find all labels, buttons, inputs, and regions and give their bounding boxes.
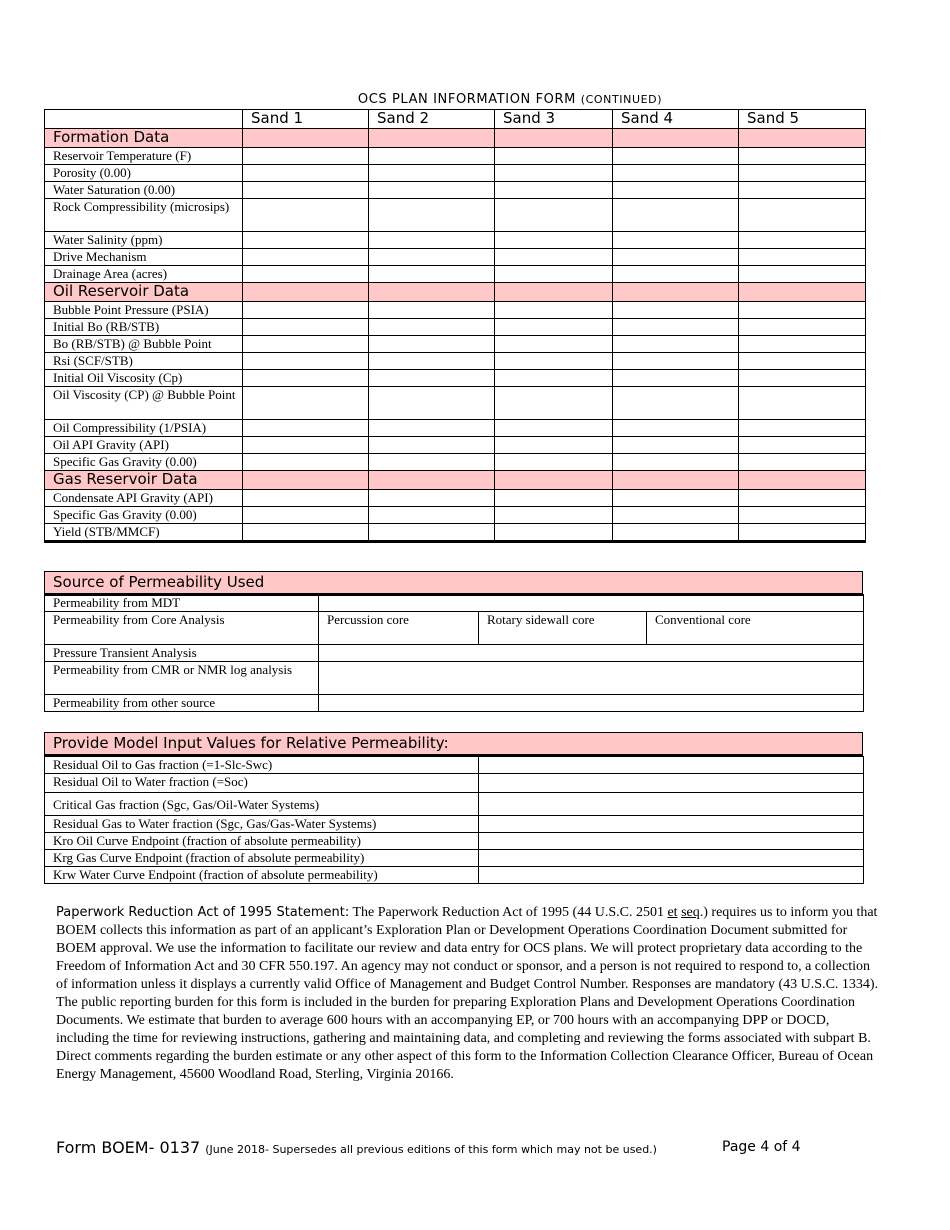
input-cell[interactable] [613,319,739,336]
input-cell[interactable] [369,199,495,232]
input-cell[interactable] [369,387,495,420]
row-label: Drainage Area (acres) [45,266,243,283]
input-cell[interactable] [243,507,369,524]
row-label: Krg Gas Curve Endpoint (fraction of absolute permeability) [45,850,479,867]
form-edition-note: (June 2018- Supersedes all previous editions of this form which may not be used.) [205,1143,657,1156]
input-cell[interactable] [495,249,613,266]
row-label: Porosity (0.00) [45,165,243,182]
paperwork-et: et [667,905,678,920]
input-cell[interactable] [613,232,739,249]
row-label: Permeability from other source [45,695,319,712]
permeability-table [44,594,864,712]
row-label: Specific Gas Gravity (0.00) [45,507,243,524]
form-number: Form BOEM- 0137 [56,1138,201,1157]
col-header-sand-2: Sand 2 [369,110,495,129]
table-row [45,695,864,712]
input-cell[interactable] [495,490,613,507]
section-row-oil [45,283,866,302]
table-row [45,507,866,524]
input-cell[interactable] [243,437,369,454]
input-cell[interactable] [495,336,613,353]
table-row [45,757,864,774]
input-cell[interactable] [243,370,369,387]
input-cell[interactable] [739,232,866,249]
input-cell[interactable] [479,774,864,793]
table-row [45,850,864,867]
input-cell[interactable] [613,524,739,542]
input-cell[interactable] [319,645,864,662]
input-cell[interactable] [495,454,613,471]
input-cell[interactable] [739,182,866,199]
input-cell[interactable] [319,595,864,612]
table-row [45,182,866,199]
input-cell[interactable] [243,454,369,471]
option-rotary-sidewall-core[interactable]: Rotary sidewall core [479,612,647,645]
row-label: Oil API Gravity (API) [45,437,243,454]
row-label: Residual Oil to Water fraction (=Soc) [45,774,479,793]
table-row [45,165,866,182]
input-cell[interactable] [613,370,739,387]
input-cell[interactable] [369,266,495,283]
input-cell[interactable] [369,232,495,249]
row-label: Oil Compressibility (1/PSIA) [45,420,243,437]
row-label: Drive Mechanism [45,249,243,266]
row-label: Condensate API Gravity (API) [45,490,243,507]
input-cell[interactable] [739,524,866,542]
table-row [45,793,864,816]
table-row [45,336,866,353]
input-cell[interactable] [495,420,613,437]
input-cell[interactable] [243,353,369,370]
table-row [45,454,866,471]
input-cell[interactable] [495,165,613,182]
table-row [45,774,864,793]
page-number: Page 4 of 4 [722,1139,801,1155]
input-cell[interactable] [739,336,866,353]
input-cell[interactable] [739,420,866,437]
table-row [45,420,866,437]
input-cell[interactable] [613,165,739,182]
row-label: Yield (STB/MMCF) [45,524,243,542]
section-label-gas: Gas Reservoir Data [45,471,243,490]
relperm-section-title: Provide Model Input Values for Relative Permeability: [45,733,862,756]
col-header-sand-3: Sand 3 [495,110,613,129]
sand-data-table [44,109,866,543]
option-conventional-core[interactable]: Conventional core [647,612,864,645]
sand-header-row [45,110,866,129]
form-title [0,92,950,107]
input-cell[interactable] [243,148,369,165]
row-label: Kro Oil Curve Endpoint (fraction of absolute permeability) [45,833,479,850]
option-percussion-core[interactable]: Percussion core [319,612,479,645]
col-header-sand-4: Sand 4 [613,110,739,129]
input-cell[interactable] [495,370,613,387]
col-header-sand-1: Sand 1 [243,110,369,129]
permeability-section [44,571,863,596]
input-cell[interactable] [739,507,866,524]
row-label: Rock Compressibility (microsips) [45,199,243,232]
input-cell[interactable] [613,266,739,283]
input-cell[interactable] [739,302,866,319]
table-row [45,595,864,612]
input-cell[interactable] [369,165,495,182]
row-label: Critical Gas fraction (Sgc, Gas/Oil-Water Systems) [45,793,479,816]
table-row [45,148,866,165]
input-cell[interactable] [479,816,864,833]
relperm-section [44,732,863,757]
input-cell[interactable] [613,507,739,524]
form-title-continued: (CONTINUED) [580,93,663,106]
row-label: Residual Oil to Gas fraction (=1-Slc-Swc) [45,757,479,774]
input-cell[interactable] [369,507,495,524]
input-cell[interactable] [243,336,369,353]
table-row [45,199,866,232]
input-cell[interactable] [243,182,369,199]
input-cell[interactable] [495,387,613,420]
input-cell[interactable] [739,370,866,387]
input-cell[interactable] [243,319,369,336]
input-cell[interactable] [739,319,866,336]
row-label: Bubble Point Pressure (PSIA) [45,302,243,319]
input-cell[interactable] [613,490,739,507]
input-cell[interactable] [739,249,866,266]
input-cell[interactable] [613,302,739,319]
row-label: Permeability from Core Analysis [45,612,319,645]
row-label: Water Salinity (ppm) [45,232,243,249]
input-cell[interactable] [479,757,864,774]
input-cell[interactable] [369,437,495,454]
input-cell[interactable] [613,336,739,353]
input-cell[interactable] [739,165,866,182]
input-cell[interactable] [369,148,495,165]
input-cell[interactable] [369,370,495,387]
table-row [45,266,866,283]
row-label: Permeability from CMR or NMR log analysis [45,662,319,695]
input-cell[interactable] [243,490,369,507]
row-label: Specific Gas Gravity (0.00) [45,454,243,471]
table-row [45,833,864,850]
input-cell[interactable] [613,454,739,471]
paperwork-text-b: .) requires us to inform you that BOEM collects this information as part of an applicant’s Exploration Plan or Development Operations Coordination Document submitted for BOEM approval. We use the information to facilitate our review and data entry for OCS plans. We will protect proprietary data according to the Freedom of Information Act and 30 CFR 550.197. An agency may not conduct or sponsor, and a person is not required to respond to, a collection of information unless it displays a currently valid Office of Management and Budget Control Number. Responses are mandatory (43 U.S.C. 1334). The public reporting burden for this form is included in the burden for preparing Exploration Plans and Development Operations Coordination Documents. We estimate that burden to average 600 hours with an accompanying EP, or 700 hours with an accompanying DPP or DOCD, including the time for reviewing instructions, gathering and maintaining data, and completing and reviewing the forms associated with subpart B. Direct comments regarding the burden estimate or any other aspect of this form to the Information Collection Clearance Officer, Bureau of Ocean Energy Management, 45600 Woodland Road, Sterling, Virginia 20166. [56,905,879,1082]
paperwork-statement [56,904,882,1084]
input-cell[interactable] [243,420,369,437]
input-cell[interactable] [369,336,495,353]
row-label: Water Saturation (0.00) [45,182,243,199]
section-row-gas [45,471,866,490]
section-label-formation: Formation Data [45,129,243,148]
table-row [45,816,864,833]
input-cell[interactable] [369,319,495,336]
table-row [45,490,866,507]
input-cell[interactable] [495,507,613,524]
input-cell[interactable] [613,148,739,165]
input-cell[interactable] [369,420,495,437]
table-row [45,370,866,387]
input-cell[interactable] [243,232,369,249]
input-cell[interactable] [613,420,739,437]
row-label: Bo (RB/STB) @ Bubble Point [45,336,243,353]
input-cell[interactable] [319,695,864,712]
table-row [45,645,864,662]
table-row [45,302,866,319]
col-header-sand-5: Sand 5 [739,110,866,129]
table-row [45,387,866,420]
input-cell[interactable] [739,353,866,370]
input-cell[interactable] [495,524,613,542]
input-cell[interactable] [369,524,495,542]
input-cell[interactable] [479,867,864,884]
input-cell[interactable] [495,232,613,249]
input-cell[interactable] [243,199,369,232]
input-cell[interactable] [369,353,495,370]
permeability-section-title: Source of Permeability Used [45,572,862,595]
input-cell[interactable] [369,249,495,266]
input-cell[interactable] [495,199,613,232]
input-cell[interactable] [479,833,864,850]
input-cell[interactable] [243,249,369,266]
input-cell[interactable] [495,353,613,370]
table-row [45,867,864,884]
input-cell[interactable] [739,490,866,507]
row-label: Reservoir Temperature (F) [45,148,243,165]
section-label-oil: Oil Reservoir Data [45,283,243,302]
form-title-main: OCS PLAN INFORMATION FORM [357,92,576,107]
input-cell[interactable] [613,353,739,370]
table-row [45,232,866,249]
input-cell[interactable] [243,165,369,182]
corner-cell [45,110,243,129]
input-cell[interactable] [369,182,495,199]
relperm-table [44,756,864,884]
input-cell[interactable] [479,793,864,816]
input-cell[interactable] [479,850,864,867]
paperwork-text-a: The Paperwork Reduction Act of 1995 (44 U.S.C. 2501 [349,905,668,920]
table-row [45,437,866,454]
input-cell[interactable] [739,199,866,232]
row-label: Oil Viscosity (CP) @ Bubble Point [45,387,243,420]
paperwork-seq: seq [681,905,700,920]
table-row [45,319,866,336]
input-cell[interactable] [613,249,739,266]
input-cell[interactable] [495,182,613,199]
form-footer [56,1138,657,1157]
input-cell[interactable] [243,266,369,283]
input-cell[interactable] [739,387,866,420]
input-cell[interactable] [739,266,866,283]
input-cell[interactable] [369,302,495,319]
input-cell[interactable] [369,490,495,507]
input-cell[interactable] [495,437,613,454]
row-label: Krw Water Curve Endpoint (fraction of absolute permeability) [45,867,479,884]
input-cell[interactable] [495,148,613,165]
row-label: Pressure Transient Analysis [45,645,319,662]
table-row [45,662,864,695]
input-cell[interactable] [369,454,495,471]
row-label: Residual Gas to Water fraction (Sgc, Gas/Gas-Water Systems) [45,816,479,833]
input-cell[interactable] [243,302,369,319]
input-cell[interactable] [495,266,613,283]
section-row-formation [45,129,866,148]
input-cell[interactable] [613,182,739,199]
input-cell[interactable] [243,524,369,542]
input-cell[interactable] [613,387,739,420]
row-label: Initial Oil Viscosity (Cp) [45,370,243,387]
input-cell[interactable] [739,454,866,471]
input-cell[interactable] [739,437,866,454]
table-row [45,524,866,542]
table-row [45,249,866,266]
paperwork-lead: Paperwork Reduction Act of 1995 Statement: [56,905,350,920]
row-label: Initial Bo (RB/STB) [45,319,243,336]
input-cell[interactable] [319,662,864,695]
input-cell[interactable] [739,148,866,165]
input-cell[interactable] [243,387,369,420]
table-row [45,353,866,370]
row-label: Rsi (SCF/STB) [45,353,243,370]
row-label: Permeability from MDT [45,595,319,612]
input-cell[interactable] [495,319,613,336]
table-row [45,612,864,645]
input-cell[interactable] [613,199,739,232]
input-cell[interactable] [495,302,613,319]
input-cell[interactable] [613,437,739,454]
